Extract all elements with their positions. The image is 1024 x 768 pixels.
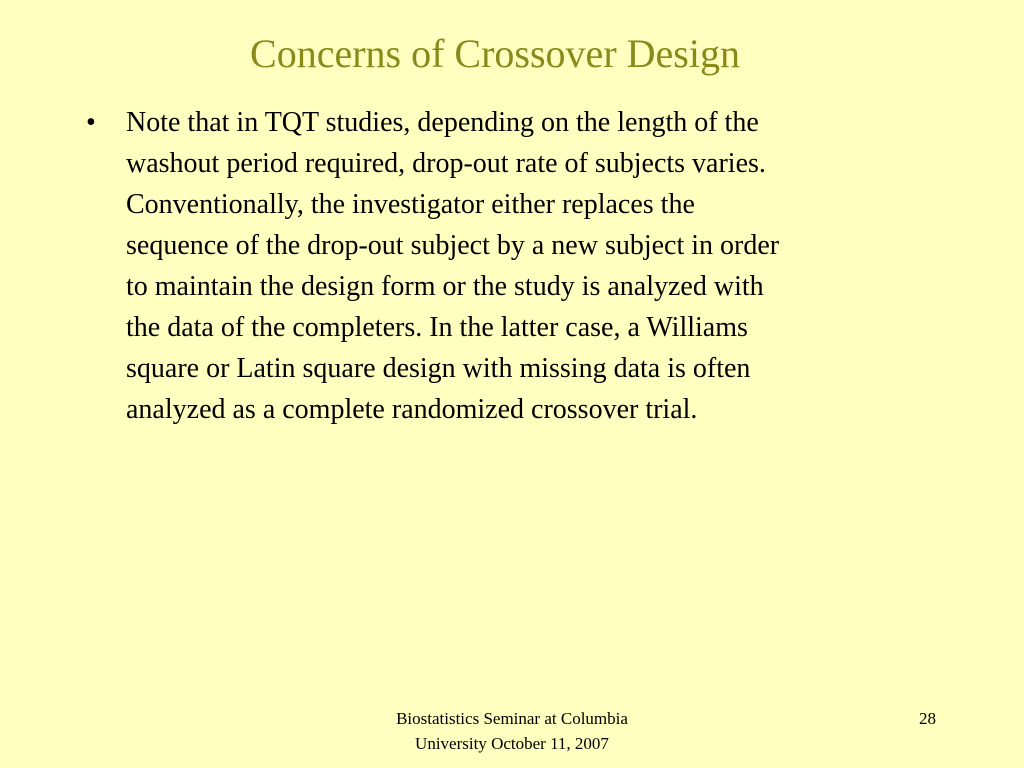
bullet-line-1: Note that in TQT studies, depending on the length of the (126, 107, 759, 138)
bullet-line-5: to maintain the design form or the study is analyzed with (126, 271, 764, 302)
bullet-line-6: the data of the completers. In the latter case, a Williams (126, 312, 748, 343)
bullet-list (86, 102, 946, 430)
footer-line-2: University October 11, 2007 (415, 734, 609, 753)
bullet-marker: • (86, 107, 96, 138)
footer-text (312, 706, 712, 756)
footer-line-1: Biostatistics Seminar at Columbia (396, 709, 628, 728)
bullet-line-4: sequence of the drop-out subject by a new subject in order (126, 230, 780, 261)
slide-title: Concerns of Crossover Design (250, 31, 740, 76)
bullet-line-2: washout period required, drop-out rate of subjects varies. (126, 148, 766, 179)
bullet-text (126, 102, 946, 430)
slide-number: 28 (919, 709, 936, 728)
bullet-line-7: square or Latin square design with missing data is often (126, 353, 751, 384)
bullet-item (86, 102, 946, 430)
bullet-line-3: Conventionally, the investigator either replaces the (126, 189, 695, 220)
bullet-line-8: analyzed as a complete randomized crossover trial. (126, 394, 698, 425)
